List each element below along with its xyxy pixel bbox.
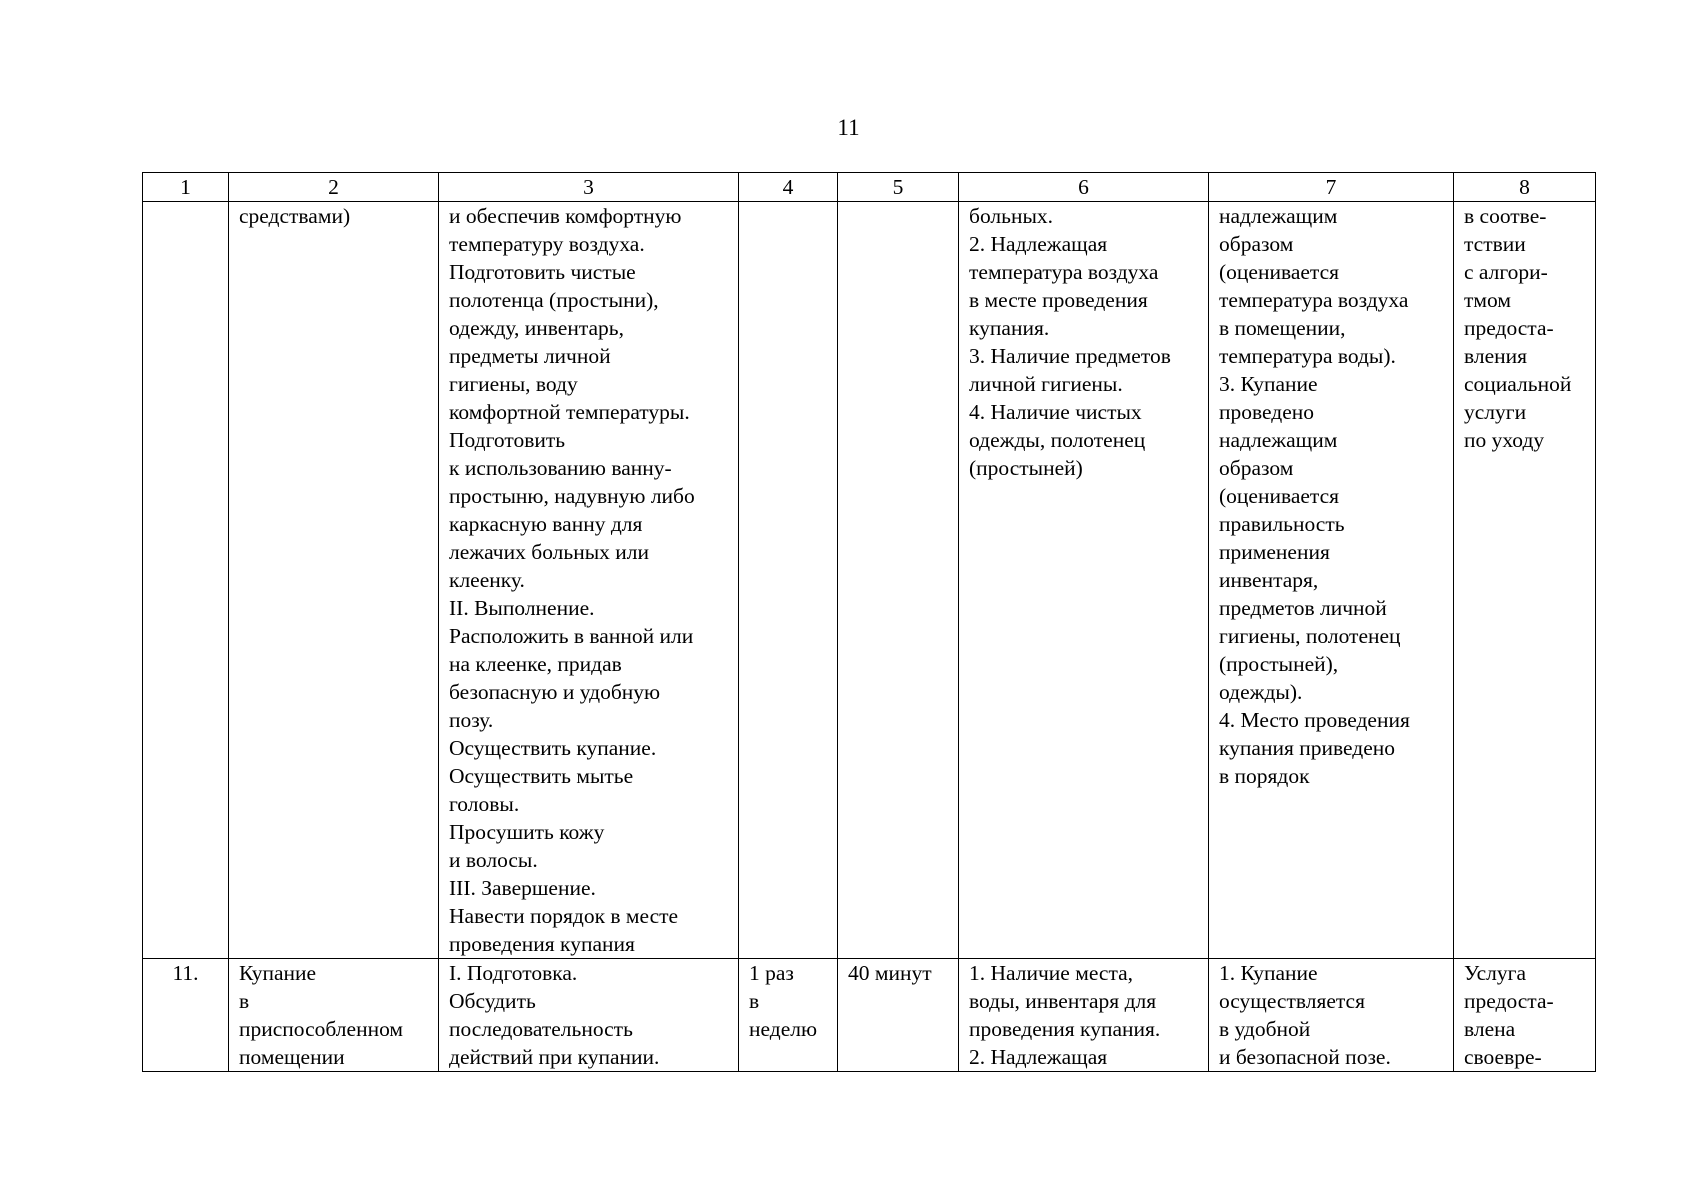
header-cell: 8 [1454, 173, 1596, 202]
conditions-cell: 1. Наличие места, воды, инвентаря для проведения купания. 2. Надлежащая [959, 959, 1209, 1072]
duration-cell [838, 202, 959, 959]
frequency-cell: 1 раз в неделю [739, 959, 838, 1072]
page-number: 11 [837, 115, 860, 140]
header-cell: 5 [838, 173, 959, 202]
evaluation-cell: в соотве- тствии с алгори- тмом предоста- вления социальной услуги по уходу [1454, 202, 1596, 959]
quality-cell: надлежащим образом (оценивается температура воздуха в помещении, температура воды). 3. Купание проведено надлежащим образом (оценивается правильность применения инвентаря, предметов личной гигиены, полотенец (простыней), одежды). 4. Место проведения купания приведено в порядок [1209, 202, 1454, 959]
row-number-cell [143, 202, 229, 959]
header-cell: 1 [143, 173, 229, 202]
duration-cell: 40 минут [838, 959, 959, 1072]
evaluation-cell: Услуга предоста- влена своевре- [1454, 959, 1596, 1072]
conditions-cell: больных. 2. Надлежащая температура воздуха в месте проведения купания. 3. Наличие предметов личной гигиены. 4. Наличие чистых одежды, полотенец (простыней) [959, 202, 1209, 959]
services-table [142, 172, 1596, 1072]
row-number-cell: 11. [143, 959, 229, 1072]
procedure-cell: и обеспечив комфортную температуру воздуха. Подготовить чистые полотенца (простыни), одежду, инвентарь, предметы личной гигиены, воду комфортной температуры. Подготовить к использованию ванну- простыню, надувную либо каркасную ванну для лежачих больных или клеенку. II. Выполнение. Расположить в ванной или на клеенке, придав безопасную и удобную позу. Осуществить купание. Осуществить мытье головы. Просушить кожу и волосы. III. Завершение. Навести порядок в месте проведения купания [439, 202, 739, 959]
header-cell: 7 [1209, 173, 1454, 202]
procedure-cell: I. Подготовка. Обсудить последовательность действий при купании. [439, 959, 739, 1072]
header-cell: 3 [439, 173, 739, 202]
table-header-row [143, 173, 1596, 202]
service-name-cell: Купание в приспособленном помещении [229, 959, 439, 1072]
table-row [143, 202, 1596, 959]
quality-cell: 1. Купание осуществляется в удобной и безопасной позе. [1209, 959, 1454, 1072]
table-row [143, 959, 1596, 1072]
service-name-cell: средствами) [229, 202, 439, 959]
header-cell: 2 [229, 173, 439, 202]
frequency-cell [739, 202, 838, 959]
header-cell: 4 [739, 173, 838, 202]
header-cell: 6 [959, 173, 1209, 202]
